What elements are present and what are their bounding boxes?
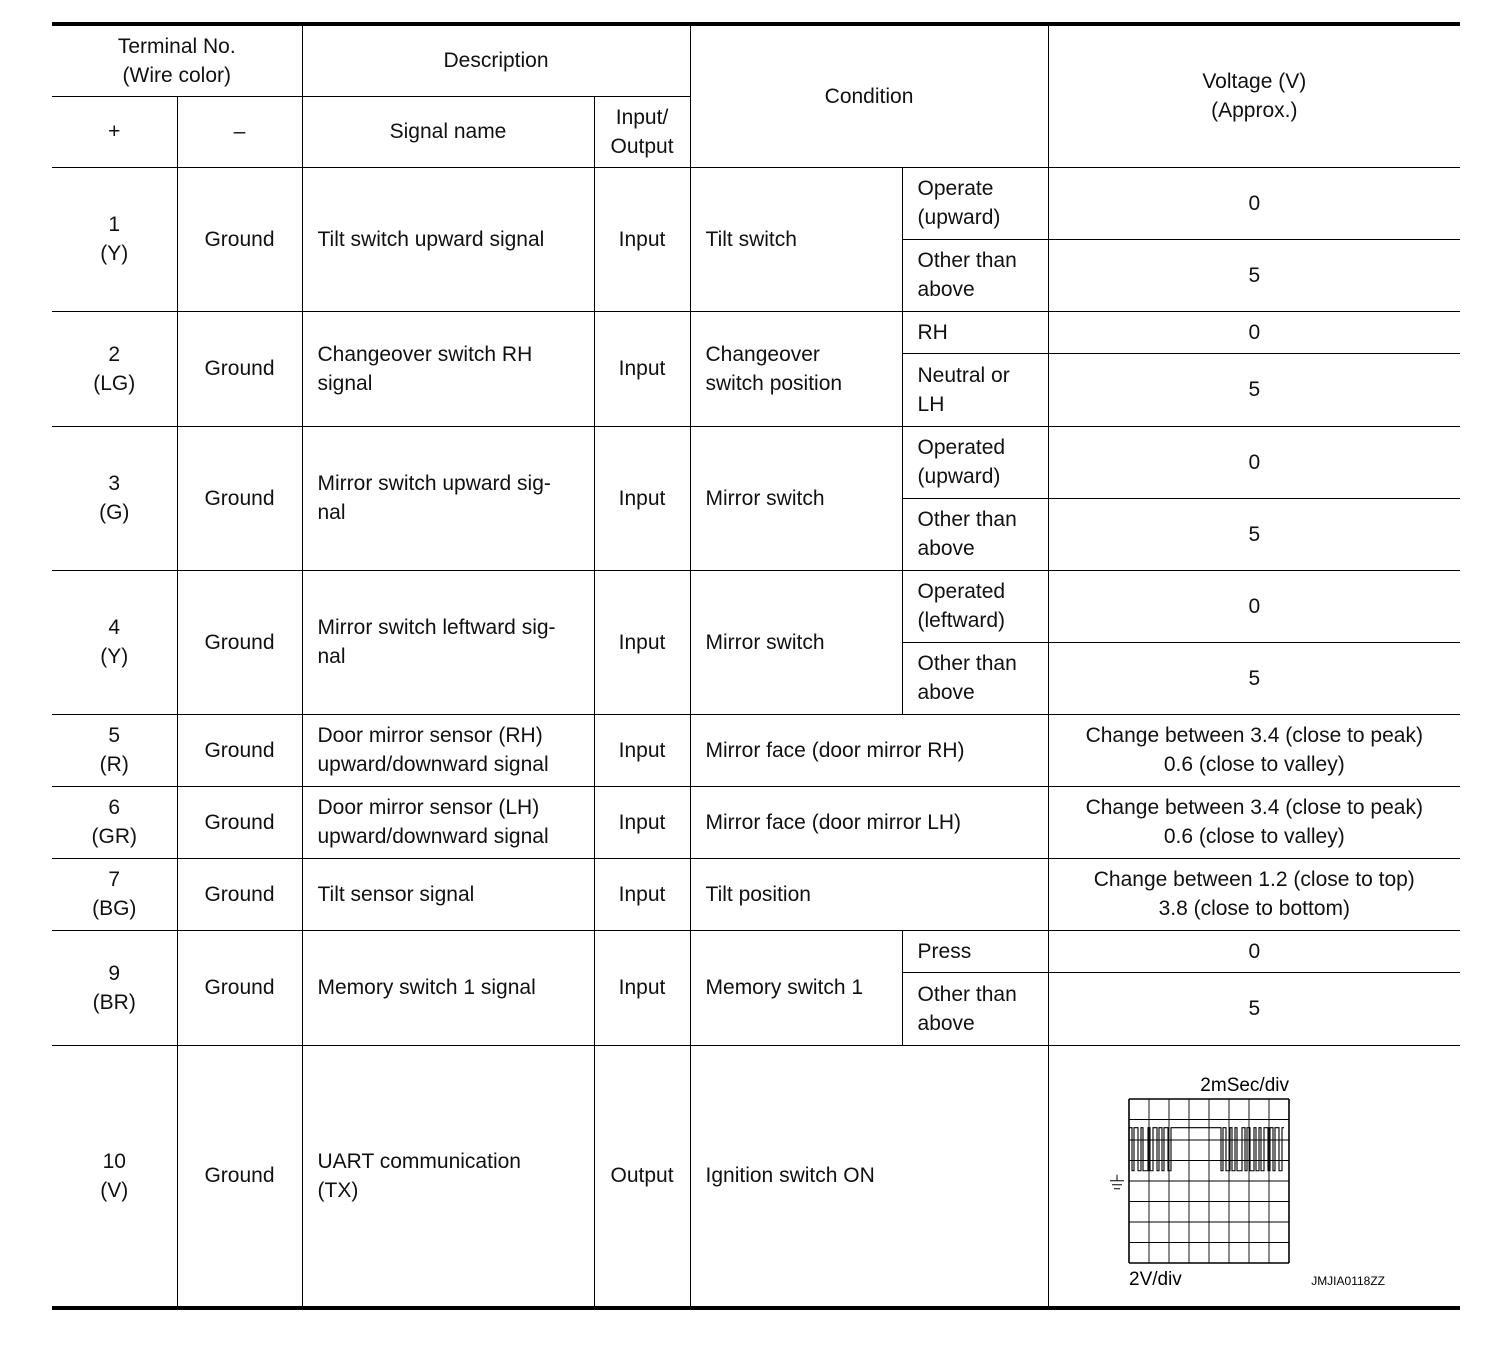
table-row [52, 786, 1460, 858]
table-row [52, 1045, 1460, 1308]
terminal-minus: Ground [177, 311, 302, 426]
header-terminal: Terminal No. (Wire color) [52, 24, 302, 96]
input-output: Input [594, 786, 690, 858]
terminal-number: 10 (V) [52, 1045, 177, 1308]
condition-state: Neutral or LH [902, 353, 1048, 426]
table-row [52, 167, 1460, 239]
condition-state: Operated (upward) [902, 426, 1048, 498]
terminal-number: 4 (Y) [52, 570, 177, 714]
condition: Tilt switch [690, 167, 902, 311]
waveform-cell [1048, 1045, 1460, 1308]
terminal-number: 9 (BR) [52, 930, 177, 1045]
input-output: Input [594, 930, 690, 1045]
header-signal-name: Signal name [302, 96, 594, 167]
condition-state: RH [902, 311, 1048, 353]
terminal-minus: Ground [177, 786, 302, 858]
signal-name: Mirror switch leftward sig- nal [302, 570, 594, 714]
condition-state: Other than above [902, 642, 1048, 714]
signal-name: UART communication (TX) [302, 1045, 594, 1308]
uart-waveform-figure [1104, 1061, 1404, 1291]
terminal-minus: Ground [177, 570, 302, 714]
voltage-value: 0 [1048, 167, 1460, 239]
signal-name: Door mirror sensor (LH) upward/downward signal [302, 786, 594, 858]
condition-state: Other than above [902, 972, 1048, 1045]
condition-state: Other than above [902, 239, 1048, 311]
voltage-value: Change between 1.2 (close to top) 3.8 (close to bottom) [1048, 858, 1460, 930]
voltage-value: Change between 3.4 (close to peak) 0.6 (close to valley) [1048, 786, 1460, 858]
terminal-number: 2 (LG) [52, 311, 177, 426]
voltage-value: 5 [1048, 972, 1460, 1045]
header-description: Description [302, 24, 690, 96]
voltage-value: 5 [1048, 498, 1460, 570]
terminal-minus: Ground [177, 714, 302, 786]
terminal-number: 7 (BG) [52, 858, 177, 930]
terminal-number: 6 (GR) [52, 786, 177, 858]
voltage-value: Change between 3.4 (close to peak) 0.6 (close to valley) [1048, 714, 1460, 786]
voltage-value: 5 [1048, 353, 1460, 426]
header-row-1 [52, 24, 1460, 96]
input-output: Output [594, 1045, 690, 1308]
signal-name: Memory switch 1 signal [302, 930, 594, 1045]
table-row [52, 426, 1460, 498]
condition-state: Other than above [902, 498, 1048, 570]
table-row [52, 714, 1460, 786]
input-output: Input [594, 858, 690, 930]
table-row [52, 930, 1460, 972]
input-output: Input [594, 426, 690, 570]
table-row [52, 311, 1460, 353]
terminal-number: 5 (R) [52, 714, 177, 786]
time-scale-label: 2mSec/div [1200, 1074, 1290, 1096]
condition: Mirror switch [690, 570, 902, 714]
terminal-minus: Ground [177, 426, 302, 570]
table-row [52, 858, 1460, 930]
input-output: Input [594, 714, 690, 786]
condition: Changeover switch position [690, 311, 902, 426]
voltage-value: 0 [1048, 426, 1460, 498]
terminal-number: 1 (Y) [52, 167, 177, 311]
condition: Mirror switch [690, 426, 902, 570]
condition: Ignition switch ON [690, 1045, 1048, 1308]
signal-name: Door mirror sensor (RH) upward/downward signal [302, 714, 594, 786]
terminal-voltage-table [52, 22, 1460, 1310]
figure-id-label: JMJIA0118ZZ [1311, 1273, 1386, 1288]
condition: Memory switch 1 [690, 930, 902, 1045]
condition-state: Operate (upward) [902, 167, 1048, 239]
input-output: Input [594, 167, 690, 311]
signal-name: Tilt sensor signal [302, 858, 594, 930]
header-condition: Condition [690, 24, 1048, 167]
table-row [52, 570, 1460, 642]
signal-name: Changeover switch RH signal [302, 311, 594, 426]
terminal-minus: Ground [177, 858, 302, 930]
condition: Mirror face (door mirror RH) [690, 714, 1048, 786]
terminal-minus: Ground [177, 930, 302, 1045]
condition-state: Press [902, 930, 1048, 972]
signal-trace [1129, 1127, 1284, 1170]
terminal-number: 3 (G) [52, 426, 177, 570]
header-minus: – [177, 96, 302, 167]
volt-scale-label: 2V/div [1129, 1268, 1183, 1290]
voltage-value: 0 [1048, 930, 1460, 972]
input-output: Input [594, 570, 690, 714]
voltage-value: 5 [1048, 239, 1460, 311]
terminal-minus: Ground [177, 1045, 302, 1308]
signal-name: Tilt switch upward signal [302, 167, 594, 311]
condition-state: Operated (leftward) [902, 570, 1048, 642]
voltage-value: 5 [1048, 642, 1460, 714]
voltage-value: 0 [1048, 570, 1460, 642]
signal-name: Mirror switch upward sig- nal [302, 426, 594, 570]
header-input-output: Input/ Output [594, 96, 690, 167]
voltage-value: 0 [1048, 311, 1460, 353]
terminal-minus: Ground [177, 167, 302, 311]
terminal-table-container [52, 22, 1460, 1310]
condition: Mirror face (door mirror LH) [690, 786, 1048, 858]
header-voltage: Voltage (V) (Approx.) [1048, 24, 1460, 167]
header-plus: + [52, 96, 177, 167]
condition: Tilt position [690, 858, 1048, 930]
input-output: Input [594, 311, 690, 426]
